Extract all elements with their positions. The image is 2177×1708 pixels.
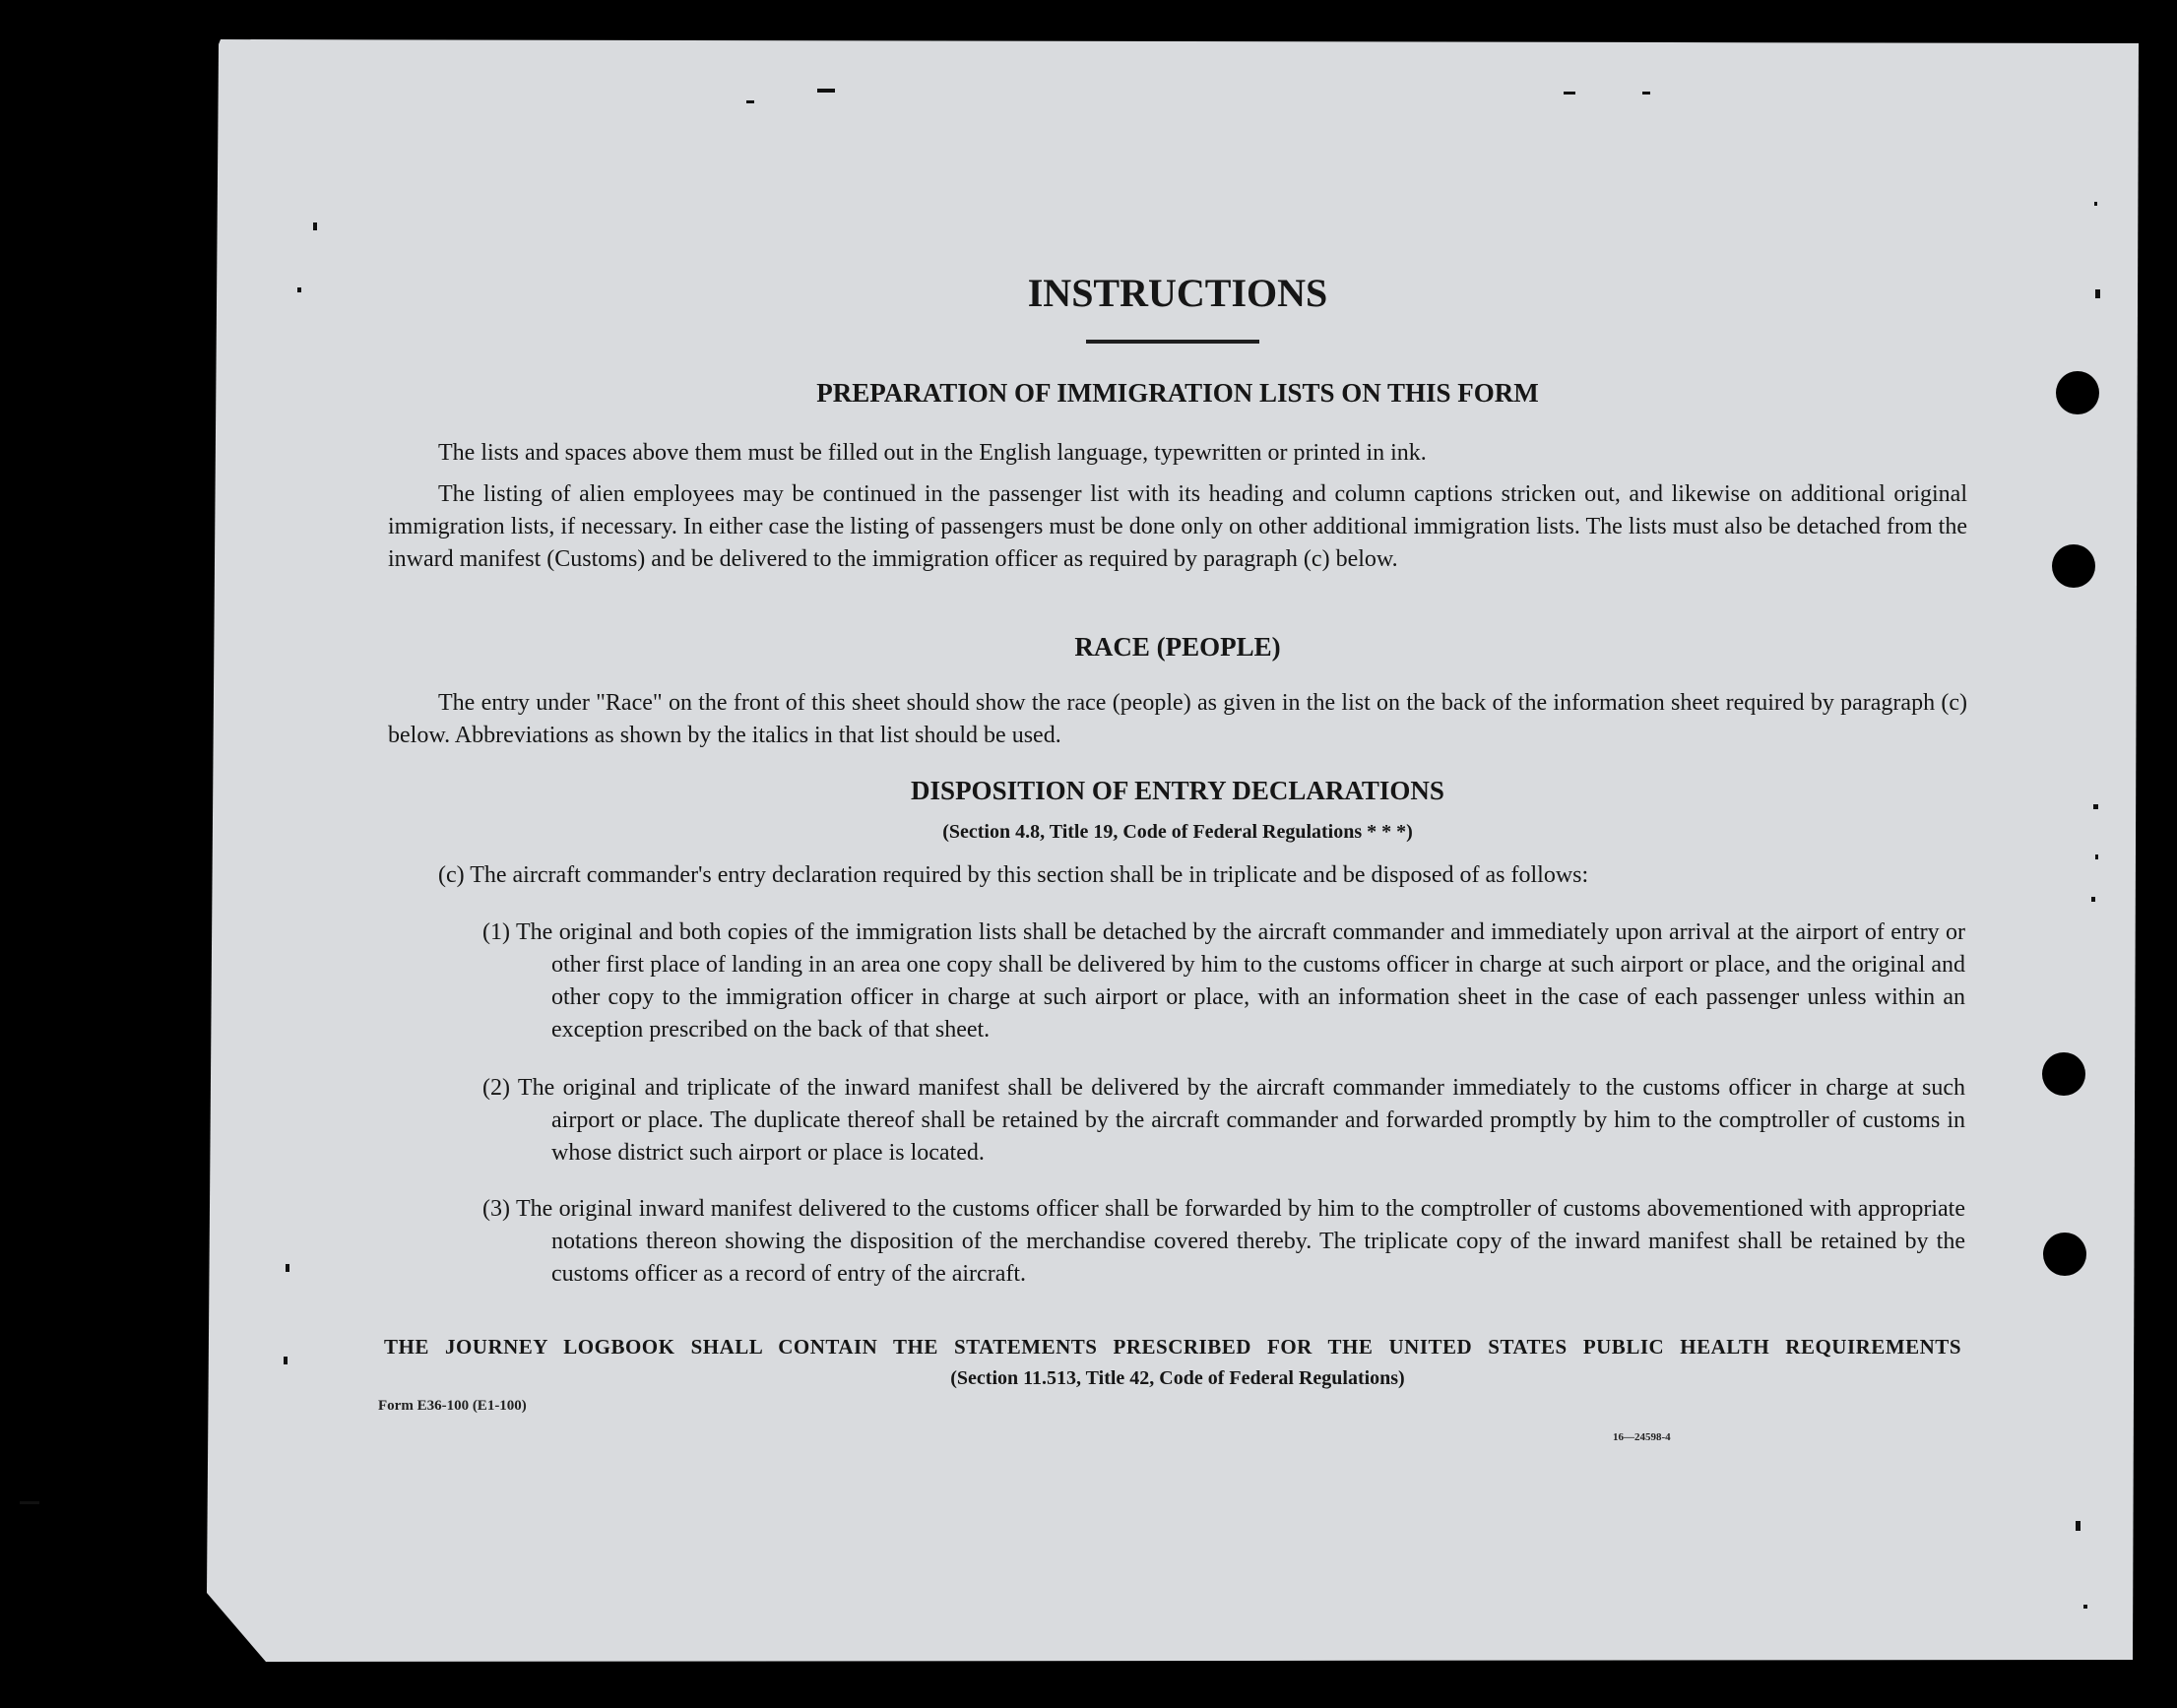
- disposition-item-1: (1) The original and both copies of the immigration lists shall be detached by the aircraft commander and immediately upon arrival at the airport of entry or other first place of landing in an area one copy shall be delivered by him to the customs officer in charge at such airport or place, and the original and other copy to the immigration officer in charge at such airport or place, with an information sheet in the case of each passenger unless within an exception prescribed on the back of that sheet.: [482, 919, 1965, 1043]
- disposition-paragraph-c: (c) The aircraft commander's entry declaration required by this section shall be in triplicate and be disposed of as follows:: [438, 862, 1589, 888]
- journey-citation: (Section 11.513, Title 42, Code of Federal Regulations): [950, 1367, 1405, 1389]
- punch-hole: [2042, 1052, 2085, 1096]
- disposition-heading: DISPOSITION OF ENTRY DECLARATIONS: [911, 776, 1444, 805]
- journey-logbook-statement: THE JOURNEY LOGBOOK SHALL CONTAIN THE STATEMENTS PRESCRIBED FOR THE UNITED STATES PUBLIC HEALTH REQUIREMENTS: [384, 1335, 1961, 1359]
- preparation-heading: PREPARATION OF IMMIGRATION LISTS ON THIS FORM: [816, 378, 1539, 408]
- race-heading: RACE (PEOPLE): [1074, 632, 1281, 662]
- title-underline: [1086, 340, 1259, 344]
- print-code: 16—24598-4: [1613, 1431, 1671, 1443]
- disposition-item-2: (2) The original and triplicate of the inward manifest shall be delivered by the aircraft commander immediately to the customs officer in charge at such airport or place. The duplicate thereof shall be retained by the aircraft commander and forwarded promptly by him to the comptroller of customs in whose district such airport or place is located.: [482, 1075, 1965, 1166]
- document-title: INSTRUCTIONS: [1027, 271, 1328, 315]
- form-number: Form E36-100 (E1-100): [378, 1398, 527, 1414]
- preparation-paragraph-2: The listing of alien employees may be continued in the passenger list with its heading and column captions stricken out, and likewise on additional original immigration lists, if necessary. In either case the listing of passengers must be done only on other additional immigration lists. The lists must also be detached from the inward manifest (Customs) and be delivered to the immigration officer as required by paragraph (c) below.: [388, 481, 1967, 572]
- punch-hole: [2043, 1233, 2086, 1276]
- disposition-citation: (Section 4.8, Title 19, Code of Federal Regulations * * *): [942, 821, 1413, 843]
- disposition-item-3: (3) The original inward manifest delivered to the customs officer shall be forwarded by him to the comptroller of customs abovementioned with appropriate notations thereon showing the disposition of the merchandise covered thereby. The triplicate copy of the inward manifest shall be retained by the customs officer as a record of entry of the aircraft.: [482, 1196, 1965, 1287]
- punch-hole: [2052, 544, 2095, 588]
- race-paragraph: The entry under "Race" on the front of this sheet should show the race (people) as given in the list on the back of the information sheet required by paragraph (c) below. Abbreviations as shown by the italics in that list should be used.: [388, 690, 1967, 748]
- preparation-paragraph-1: The lists and spaces above them must be filled out in the English language, typewritten or printed in ink.: [438, 440, 1427, 466]
